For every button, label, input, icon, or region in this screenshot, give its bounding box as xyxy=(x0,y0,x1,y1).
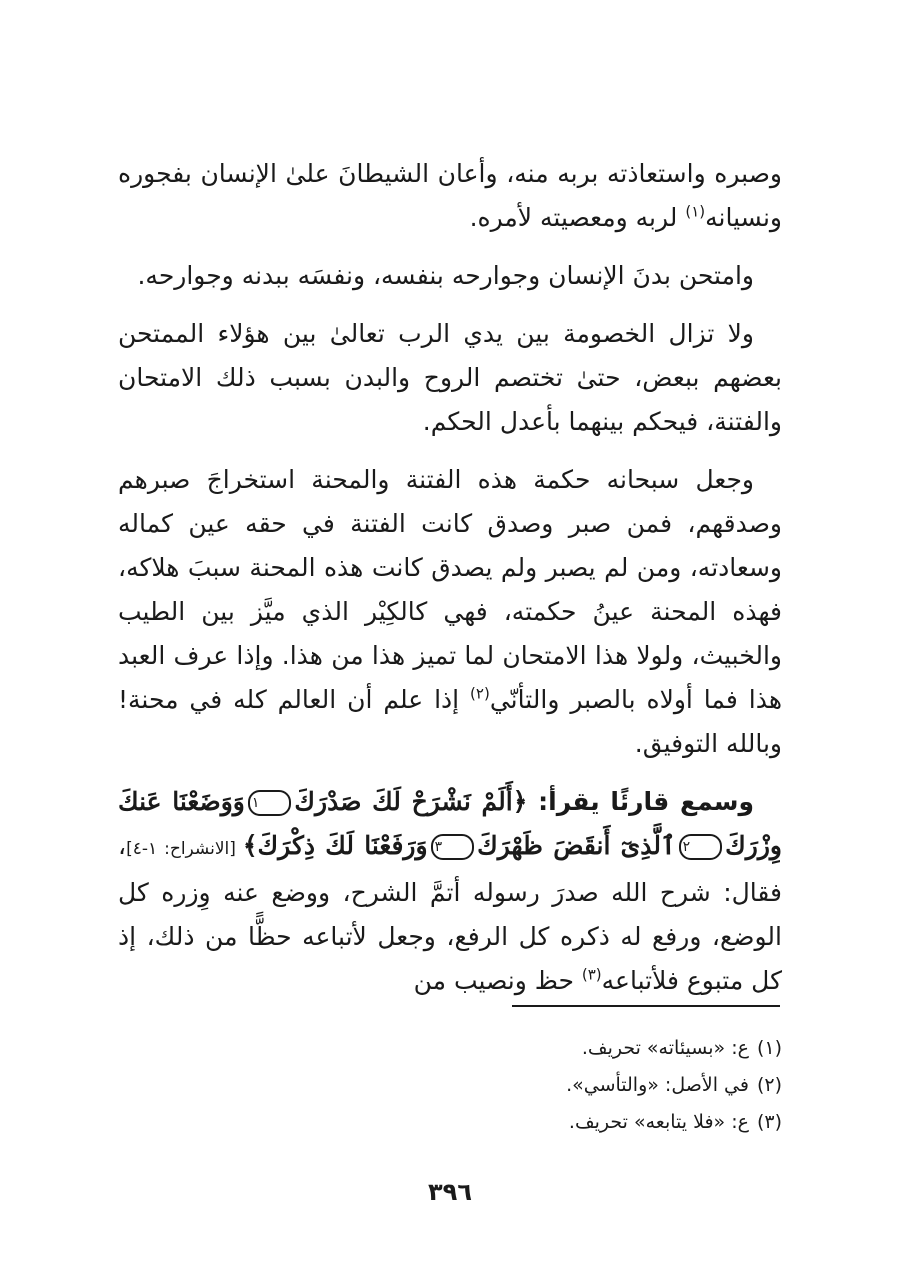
footnote-2 xyxy=(118,1067,782,1104)
paragraph-5-text-a: ، فقال: شرح الله صدرَ رسوله أتمَّ الشرح، ووضع عنه وِزره كل الوضع، ورفع له ذكره كل الرفع، وجعل لأتباعه حظًّا من ذلك، إذ كل متبوع فلأتباعه xyxy=(118,831,782,995)
footnotes xyxy=(118,1030,782,1141)
quran-verse-1: ﴿أَلَمْ نَشْرَحْ لَكَ صَدْرَكَ xyxy=(294,787,528,816)
footnote-ref-3[interactable]: (٣) xyxy=(581,965,602,984)
footnote-number: (١) xyxy=(756,1037,782,1059)
paragraph-1-text-b: لربه ومعصيته لأمره. xyxy=(469,203,686,232)
footnote-text: ع: «فلا يتابعه» تحريف. xyxy=(568,1111,749,1133)
page-number: ٣٩٦ xyxy=(428,1178,472,1206)
footnote-number: (٣) xyxy=(756,1111,782,1133)
footnote-ref-2[interactable]: (٢) xyxy=(470,684,490,703)
footnote-text: في الأصل: «والتأسي». xyxy=(566,1074,749,1096)
paragraph-4-text-a: وجعل سبحانه حكمة هذه الفتنة والمحنة استخراجَ صبرهم وصدقهم، فمن صبر وصدق كانت الفتنة في حقه عين كماله وسعادته، ومن لم يصبر ولم يصدق كانت هذه المحنة سببَ هلاكه، فهذه المحنة عينُ حكمته، فهي كالكِيْر الذي ميَّز بين الطيب والخبيث، ولولا هذا الامتحان لما تميز هذا من هذا. وإذا عرف العبد هذا فما أولاه بالصبر والتأنّي xyxy=(118,465,782,714)
main-text xyxy=(118,152,782,1017)
paragraph-1-text-a: وصبره واستعاذته بربه منه، وأعان الشيطانَ علىٰ الإنسان بفجوره ونسيانه xyxy=(118,159,782,232)
paragraph-3-text: ولا تزال الخصومة بين يدي الرب تعالىٰ بين هؤلاء الممتحن بعضهم ببعض، حتىٰ تختصم الروح والبدن بسبب ذلك الامتحان والفتنة، فيحكم بينهما بأعدل الحكم. xyxy=(118,319,782,436)
ayah-number-marker: ١ xyxy=(248,790,292,816)
paragraph-3 xyxy=(118,312,782,444)
paragraph-2 xyxy=(118,254,782,298)
footnote-1 xyxy=(118,1030,782,1067)
footnote-text: ع: «بسيئاته» تحريف. xyxy=(581,1037,749,1059)
paragraph-2-text: وامتحن بدنَ الإنسان وجوارحه بنفسه، ونفسَه ببدنه وجوارحه. xyxy=(137,261,754,290)
footnote-ref-1[interactable]: (١) xyxy=(685,202,706,221)
ayah-number-marker: ٢ xyxy=(679,834,723,860)
paragraph-5-text-b: حظ ونصيب من xyxy=(413,966,582,995)
paragraph-5-lead: وسمع قارئًا يقرأ: xyxy=(527,787,754,816)
paragraph-1 xyxy=(118,152,782,240)
paragraph-5 xyxy=(118,780,782,1003)
footnote-3 xyxy=(118,1104,782,1141)
ayah-number-marker: ٣ xyxy=(431,834,475,860)
paragraph-4-text-b: إذا علم أن العالم كله في محنة! وبالله التوفيق. xyxy=(118,685,782,758)
paragraph-4 xyxy=(118,458,782,766)
quran-verse-4: وَرَفَعْنَا لَكَ ذِكْرَكَ﴾ xyxy=(242,831,428,860)
footnote-divider xyxy=(512,1005,780,1007)
quran-verse-3: ٱلَّذِىٓ أَنقَضَ ظَهْرَكَ xyxy=(477,831,676,860)
quran-verse-2: وَوَضَعْنَا عَنكَ وِزْرَكَ xyxy=(118,787,782,860)
footnote-number: (٢) xyxy=(756,1074,782,1096)
verse-citation: [الانشراح: ١-٤] xyxy=(126,839,243,859)
